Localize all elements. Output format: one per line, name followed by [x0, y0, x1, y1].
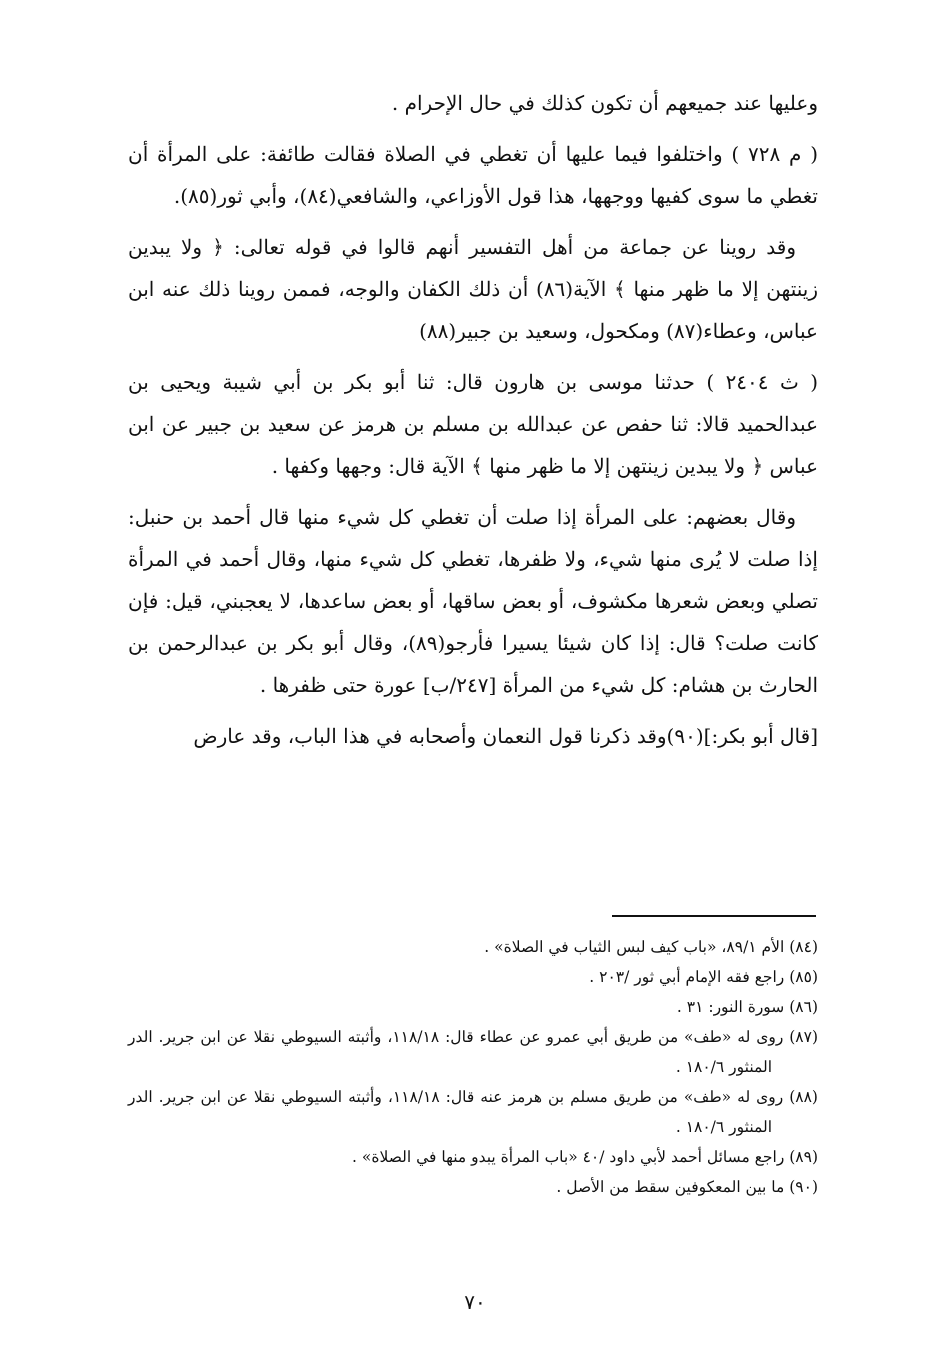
footnote-85: (٨٥) راجع فقه الإمام أبي ثور /٢٠٣ . — [589, 968, 818, 986]
paragraph-tafsir: وقد روينا عن جماعة من أهل التفسير أنهم قالوا في قوله تعالى: ﴿ ولا يبدين زينتهن إلا ما ظهر منها ﴾ الآية(٨٦) أن ذلك الكفان والوجه، فممن روينا ذلك عنه ابن عباس، وعطاء(٨٧) ومكحول، وسعيد بن جبير(٨٨) — [128, 235, 818, 343]
footnote-90: (٩٠) ما بين المعكوفين سقط من الأصل . — [556, 1178, 818, 1196]
paragraph-ahmad: وقال بعضهم: على المرأة إذا صلت أن تغطي كل شيء منها قال أحمد بن حنبل: إذا صلت لا يُرى منها شيء، ولا ظفرها، تغطي كل شيء منها، وقال أحمد في المرأة تصلي وبعض شعرها مكشوف، أو بعض ساقها، أو بعض ساعدها، لا يعجبني، قيل: فإن كانت صلت؟ قال: إذا كان شيئا يسيرا فأرجو(٨٩)، وقال أبو بكر بن عبدالرحمن بن الحارث بن هشام: كل شيء من المرأة [٢٤٧/ب] عورة حتى ظفرها . — [128, 505, 818, 697]
footnote-87: (٨٧) روى له «طف» من طريق أبي عمرو عن عطاء قال: ١١٨/١٨، وأثبته السيوطي نقلا عن ابن جرير. الدر المنثور ١٨٠/٦ . — [128, 1028, 818, 1076]
paragraph-m728: ( م ٧٢٨ ) واختلفوا فيما عليها أن تغطي في الصلاة فقالت طائفة: على المرأة أن تغطي ما سوى كفيها ووجهها، هذا قول الأوزاعي، والشافعي(٨٤)، وأبي ثور(٨٥). — [128, 142, 818, 208]
footnotes — [128, 932, 818, 1202]
footnote-84: (٨٤) الأم ٨٩/١، «باب كيف لبس الثياب في الصلاة» . — [484, 938, 818, 956]
footnote-88: (٨٨) روى له «طف» من طريق مسلم بن هرمز عنه قال: ١١٨/١٨، وأثبته السيوطي نقلا عن ابن جرير. الدر المنثور ١٨٠/٦ . — [128, 1088, 818, 1136]
paragraph-intro: وعليها عند جميعهم أن تكون كذلك في حال الإحرام . — [391, 91, 818, 115]
main-text — [128, 82, 818, 766]
footnote-89: (٨٩) راجع مسائل أحمد لأبي داود /٤٠ «باب المرأة يبدو منها في الصلاة» . — [352, 1148, 818, 1166]
footnote-divider — [612, 915, 816, 917]
paragraph-abu-bakr: [قال أبو بكر:](٩٠)وقد ذكرنا قول النعمان وأصحابه في هذا الباب، وقد عارض — [193, 724, 818, 748]
footnote-86: (٨٦) سورة النور: ٣١ . — [676, 998, 818, 1016]
paragraph-th2404: ( ث ٢٤٠٤ ) حدثنا موسى بن هارون قال: ثنا أبو بكر بن أبي شيبة ويحيى بن عبدالحميد قالا: ثنا حفص عن عبدالله بن مسلم بن هرمز عن سعيد بن جبير عن ابن عباس ﴿ ولا يبدين زينتهن إلا ما ظهر منها ﴾ الآية قال: وجهها وكفها . — [128, 370, 818, 478]
page-number: ٧٠ — [464, 1290, 486, 1314]
